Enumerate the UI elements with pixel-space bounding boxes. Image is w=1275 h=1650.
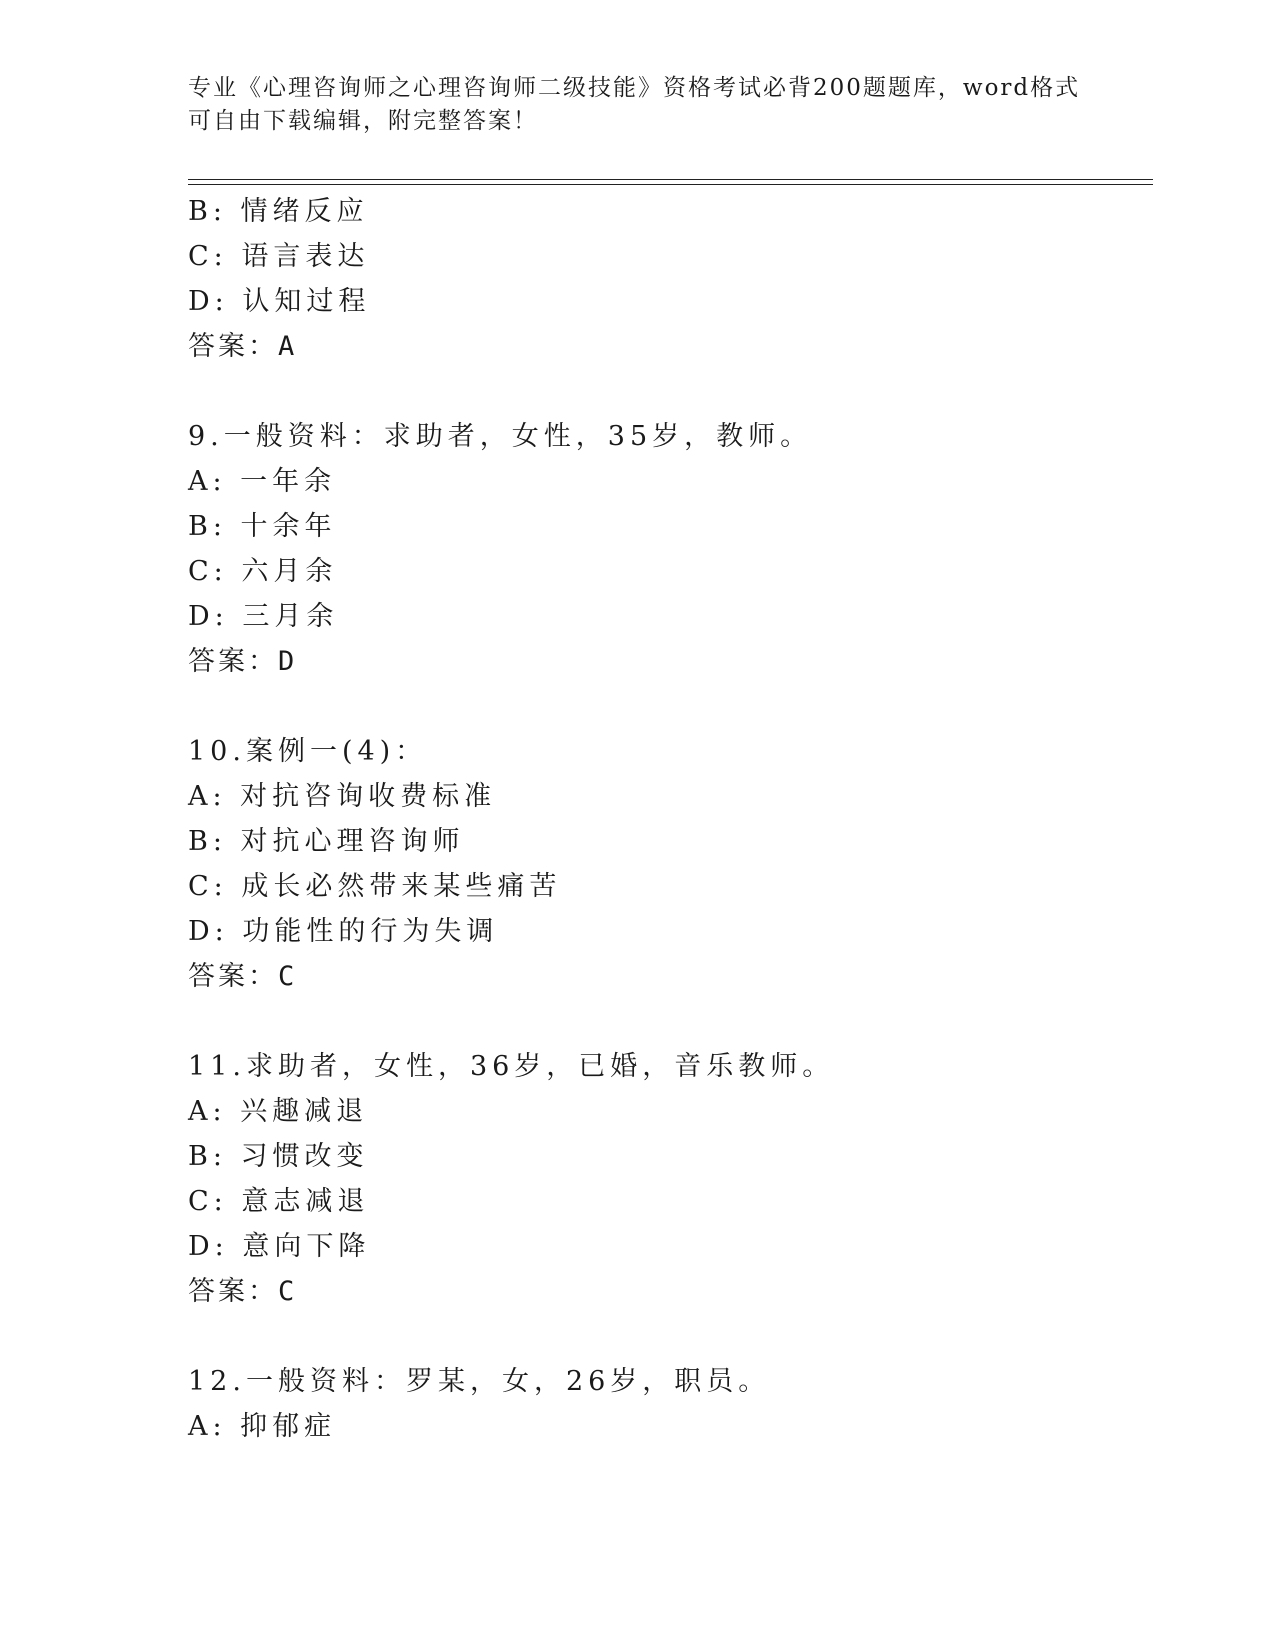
- option-line: C: 成长必然带来某些痛苦: [188, 871, 562, 902]
- option-line: A: 兴趣减退: [188, 1096, 369, 1127]
- option-line: D: 三月余: [188, 601, 339, 632]
- option-line: C: 意志减退: [188, 1186, 370, 1217]
- header-divider-bottom: [188, 184, 1153, 185]
- option-line: B: 情绪反应: [188, 196, 369, 227]
- question-stem: 10.案例一(4)：: [188, 736, 428, 767]
- question-stem: 12.一般资料：罗某，女，26岁，职员。: [188, 1366, 771, 1397]
- answer-line: 答案：C: [188, 961, 298, 992]
- option-line: A: 对抗咨询收费标准: [188, 781, 497, 812]
- option-line: C: 语言表达: [188, 241, 370, 272]
- option-line: D: 认知过程: [188, 286, 371, 317]
- answer-line: 答案：D: [188, 646, 298, 677]
- question-stem: 9.一般资料：求助者，女性，35岁，教师。: [188, 421, 813, 452]
- header-line-2: 可自由下载编辑，附完整答案！: [188, 108, 538, 134]
- document-header: [188, 72, 1088, 138]
- option-line: A: 一年余: [188, 466, 337, 497]
- header-divider-top: [188, 179, 1153, 180]
- option-line: B: 十余年: [188, 511, 337, 542]
- answer-line: 答案：A: [188, 331, 298, 362]
- option-line: C: 六月余: [188, 556, 338, 587]
- header-line-1: 专业《心理咨询师之心理咨询师二级技能》资格考试必背200题题库，word格式: [188, 75, 1081, 101]
- option-line: B: 对抗心理咨询师: [188, 826, 465, 857]
- option-line: A: 抑郁症: [188, 1411, 337, 1442]
- question-stem: 11.求助者，女性，36岁，已婚，音乐教师。: [188, 1051, 835, 1082]
- option-line: D: 功能性的行为失调: [188, 916, 499, 947]
- option-line: D: 意向下降: [188, 1231, 371, 1262]
- option-line: B: 习惯改变: [188, 1141, 369, 1172]
- answer-line: 答案：C: [188, 1276, 298, 1307]
